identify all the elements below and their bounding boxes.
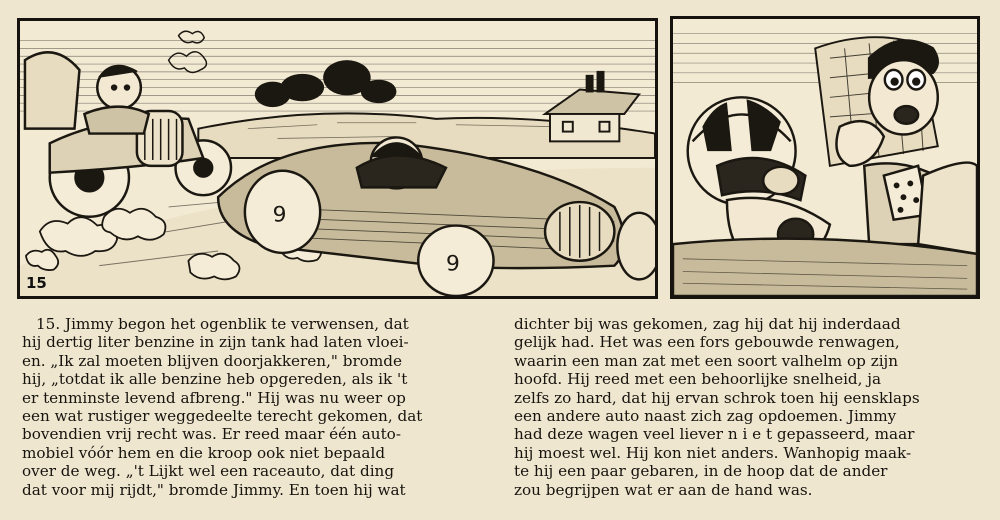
caption-line: hij moest wel. Hij kon niet anders. Wanhopig maak- <box>514 443 912 462</box>
caption-line: over de weg. „'t Lijkt wel een raceauto, dat ding <box>22 462 395 481</box>
svg-text:9: 9 <box>445 251 460 277</box>
panel-number: 15 <box>26 274 47 292</box>
caption-line: dat voor mij rijdt," bromde Jimmy. En toen hij wat <box>22 480 406 499</box>
caption-column-left <box>22 315 494 499</box>
caption-line: 15. Jimmy begon het ogenblik te verwensen, dat <box>36 315 409 333</box>
caption-line: had deze wagen veel liever n i e t gepasseerd, maar <box>514 425 915 444</box>
panel-left-illustration <box>20 21 655 296</box>
caption-line: er tenminste levend afbreng." Hij was nu weer op <box>22 388 406 407</box>
svg-text:9: 9 <box>272 202 287 228</box>
comic-panel-right <box>670 16 980 299</box>
caption-line: een wat rustiger weggedeelte terecht gekomen, dat <box>22 407 423 426</box>
caption-line: een andere auto naast zich zag opdoemen. Jimmy <box>514 407 897 426</box>
caption-line: en. „Ik zal moeten blijven doorjakkeren," bromde <box>22 351 402 370</box>
comic-panel-left <box>17 18 658 299</box>
caption-line: te hij een paar gebaren, in de hoop dat de ander <box>514 462 888 481</box>
caption-line: zou begrijpen wat er aan de hand was. <box>514 480 813 499</box>
caption-line: mobiel vóór hem en die kroop ook niet bepaald <box>22 443 386 462</box>
panel-right-illustration <box>673 19 977 296</box>
caption-column-right <box>514 315 984 499</box>
caption-line: waarin een man zat met een soort valhelm op zijn <box>514 351 899 370</box>
caption-line: dichter bij was gekomen, zag hij dat hij inderdaad <box>514 315 901 333</box>
caption-line: zelfs zo hard, dat hij ervan schrok toen hij eensklaps <box>514 388 920 407</box>
caption-line: gelijk had. Het was een fors gebouwde renwagen, <box>514 333 900 352</box>
caption-line: bovendien vrij recht was. Er reed maar één auto- <box>22 425 401 444</box>
caption-line: hij, „totdat ik alle benzine heb opgereden, als ik 't <box>22 370 408 389</box>
caption-line: hoofd. Hij reed met een behoorlijke snelheid, ja <box>514 370 882 389</box>
caption-line: hij dertig liter benzine in zijn tank had laten vloei- <box>22 333 409 352</box>
